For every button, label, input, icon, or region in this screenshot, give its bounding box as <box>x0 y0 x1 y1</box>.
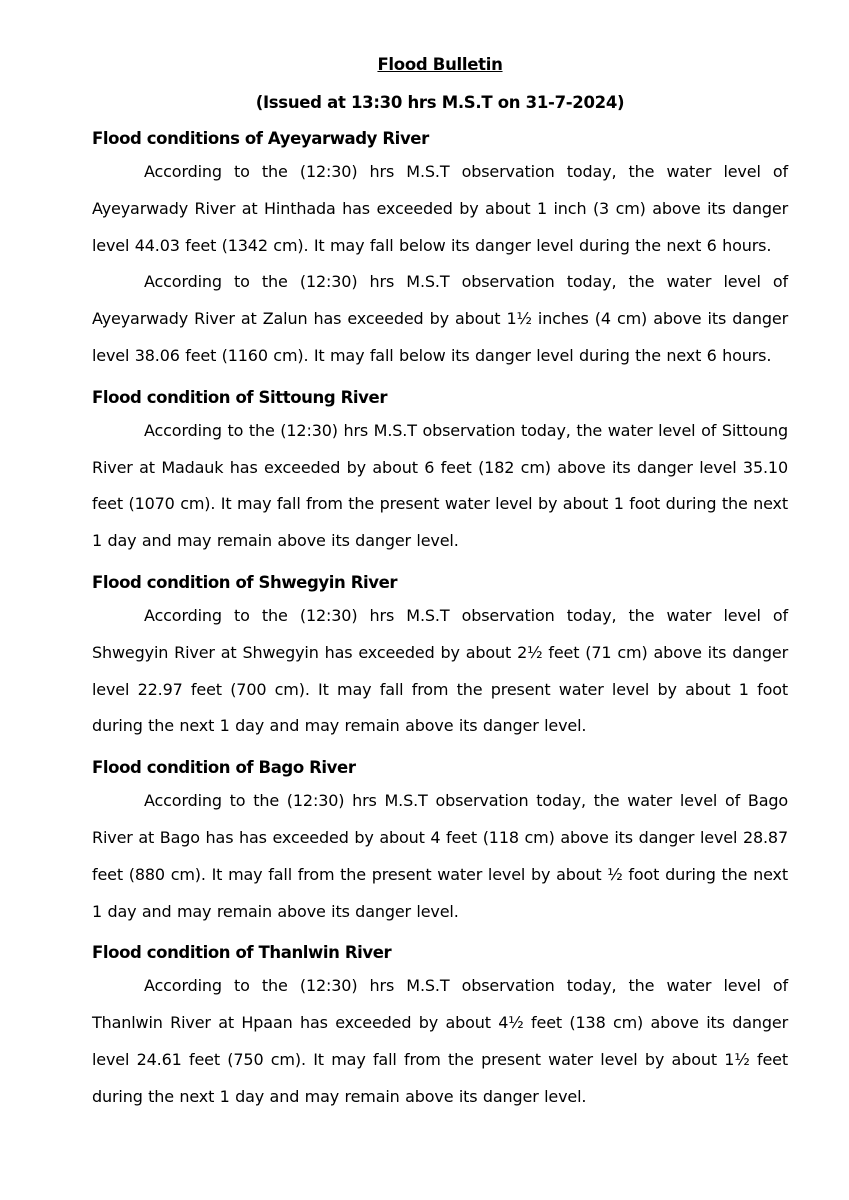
section-heading: Flood condition of Sittoung River <box>92 387 388 407</box>
section-paragraph: According to the (12:30) hrs M.S.T observation today, the water level of Thanlwin River at Hpaan has exceeded by about 4½ feet (138 cm) above its danger level 24.61 feet (750 cm). It may fall from the present water level by about 1½ feet during the next 1 day and may remain above its danger level. <box>92 976 788 1106</box>
section-paragraph: According to the (12:30) hrs M.S.T observation today, the water level of Ayeyarwady River at Hinthada has exceeded by about 1 inch (3 cm) above its danger level 44.03 feet (1342 cm). It may fall below its danger level during the next 6 hours. <box>92 162 788 255</box>
section-thanlwin <box>92 940 788 1115</box>
section-heading: Flood condition of Shwegyin River <box>92 572 398 592</box>
section-heading: Flood condition of Thanlwin River <box>92 943 392 963</box>
section-paragraph: According to the (12:30) hrs M.S.T observation today, the water level of Sittoung River at Madauk has exceeded by about 6 feet (182 cm) above its danger level 35.10 feet (1070 cm). It may fall from the present water level by about 1 foot during the next 1 day and may remain above its danger level. <box>92 420 788 551</box>
section-heading: Flood conditions of Ayeyarwady River <box>92 129 429 148</box>
issued-line: (Issued at 13:30 hrs M.S.T on 31-7-2024) <box>255 93 625 112</box>
section-heading: Flood condition of Bago River <box>92 758 356 778</box>
section-ayeyarwady <box>92 126 788 375</box>
section-paragraph: According to the (12:30) hrs M.S.T observation today, the water level of Bago River at Bago has has exceeded by about 4 feet (118 cm) above its danger level 28.87 feet (880 cm). It may fall from the present water level by about ½ foot during the next 1 day and may remain above its danger level. <box>92 791 788 921</box>
section-bago <box>92 755 788 930</box>
section-sittoung <box>92 385 788 560</box>
section-paragraph: According to the (12:30) hrs M.S.T observation today, the water level of Ayeyarwady River at Zalun has exceeded by about 1½ inches (4 cm) above its danger level 38.06 feet (1160 cm). It may fall below its danger level during the next 6 hours. <box>92 272 788 365</box>
section-shwegyin <box>92 570 788 745</box>
bulletin-title: Flood Bulletin <box>377 55 503 74</box>
section-paragraph: According to the (12:30) hrs M.S.T observation today, the water level of Shwegyin River at Shwegyin has exceeded by about 2½ feet (71 cm) above its danger level 22.97 feet (700 cm). It may fall from the present water level by about 1 foot during the next 1 day and may remain above its danger level. <box>92 605 788 736</box>
